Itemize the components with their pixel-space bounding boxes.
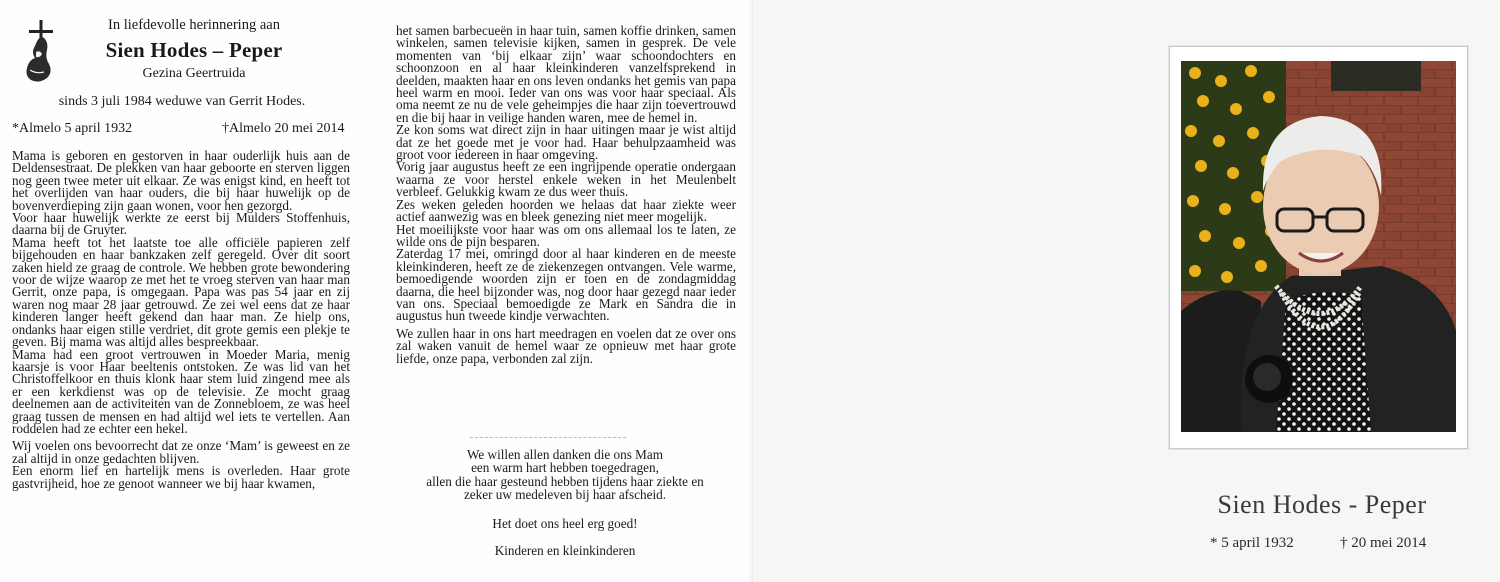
birth-date: *Almelo 5 april 1932 — [12, 121, 133, 136]
paragraph: Wij voelen ons bevoorrecht dat ze onze ‘Mam’ is geweest en ze zal altijd in onze gedachten blijven. — [12, 438, 350, 466]
paragraph: We zullen haar in ons hart meedragen en voelen dat ze over ons zal waken vanuit de hemel waar ze opnieuw met haar grote liefde, onze papa, verbonden zal zijn. — [396, 325, 736, 366]
thanks-line: We willen allen danken die ons Mam — [467, 447, 663, 462]
dashed-divider — [470, 437, 626, 438]
biography-right-column — [396, 25, 736, 365]
thanks-line: zeker uw medeleven bij haar afscheid. — [463, 487, 667, 503]
paragraph: Het moeilijkste voor haar was om ons allemaal los te laten, ze wilde ons de pijn besparen. — [396, 221, 736, 249]
given-names: Gezina Geertruida — [142, 66, 246, 81]
paragraph: Mama had een groot vertrouwen in Moeder Maria, menig kaarsje is voor Haar beeltenis ontstoken. Ze was lid van het Christoffelkoor en thuis klonk haar stem luid zingend mee als er een kerkdienst was op de televisie. Ze mocht graag deelnemen aan de activiteiten van de Zonnebloem, ze was heel graag tussen de mensen en had altijd wel iets te vertellen. Aan roddelen had ze echter een hekel. — [12, 346, 350, 436]
front-death-date: † 20 mei 2014 — [1340, 535, 1427, 551]
memory-line: In liefdevolle herinnering aan — [108, 17, 280, 33]
deceased-name: Sien Hodes – Peper — [105, 38, 283, 62]
portrait-photo — [1181, 61, 1456, 432]
widow-line: sinds 3 juli 1984 weduwe van Gerrit Hodes. — [58, 94, 306, 109]
paragraph: Vorig jaar augustus heeft ze een ingrijpende operatie ondergaan waarna ze voor herstel enkele weken in het Meulenbelt verbleef. Gelukkig kwam ze dus weer thuis. — [396, 159, 736, 200]
paragraph: Zaterdag 17 mei, omringd door al haar kinderen en de meeste kleinkinderen, heeft ze de ziekenzegen ontvangen. Vele warme, bemoedigende woorden zijn er toen en de zondagmiddag daarna, die heel bijzonder was, nog door haar gezegd naar ieder van ons. Speciaal bemoedigde ze Mark en Sandra die in augustus hun tweede kindje verwachten. — [396, 246, 736, 324]
thanks-line: allen die haar gesteund hebben tijdens haar ziekte en — [426, 473, 704, 489]
front-birth-date: * 5 april 1932 — [1210, 535, 1294, 551]
thanks-signature: Kinderen en kleinkinderen — [494, 543, 636, 558]
death-date: †Almelo 20 mei 2014 — [222, 121, 345, 136]
thanks-block — [390, 448, 740, 502]
cross-with-praying-figure-icon — [20, 18, 64, 88]
paragraph: het samen barbecueën in haar tuin, samen koffie drinken, samen winkelen, samen televisie kijken, samen in gesprek. De vele momenten van ‘bij elkaar zijn’ waar schoondochters en schoonzoon en al haar kleinkinderen vanzelfsprekend in deelden, maakten haar en ons leven ondanks het gemis van papa heel warm en mooi. Ieder van ons was voor haar speciaal. Als oma neemt ze nu de vele geheimpjes die haar zijn toevertrouwd en die bij haar in veilige handen waren, mee de hemel in. — [396, 23, 736, 125]
paragraph: Mama is geboren en gestorven in haar ouderlijk huis aan de Deldensestraat. De plekken van haar geboorte en sterven liggen nog geen twee meter uit elkaar. Ze was enigst kind, en heeft tot het overlijden van haar ouders, die bij haar huwelijk op de bovenverdieping zijn gaan wonen, voor hen gezorgd. — [12, 148, 350, 213]
paragraph: Een enorm lief en hartelijk mens is overleden. Haar grote gastvrijheid, hoe ze genoot wanneer we bij haar kwamen, — [12, 463, 350, 491]
biography-left-column — [12, 150, 350, 490]
portrait-frame — [1169, 46, 1468, 449]
paragraph: Voor haar huwelijk werkte ze eerst bij Mulders Stoffenhuis, daarna bij de Gruyter. — [12, 210, 350, 238]
front-name: Sien Hodes - Peper — [1217, 490, 1427, 519]
paragraph: Mama heeft tot het laatste toe alle officiële papieren zelf bijgehouden en haar bankzaken zelf geregeld. Over dit soort zaken hield ze graag de controle. We hebben grote bewondering voor de wijze waarop ze met het te vroeg sterven van haar man Gerrit, onze papa, is omgegaan. Papa was pas 54 jaar en zij waren nog maar 28 jaar getrouwd. Ze zei wel eens dat ze haar kinderen langer heeft gekend dan haar man. Ze hielp ons, ondanks haar eigen stille verdriet, dit grote gemis een plekje te geven. Bij mama was altijd alles bespreekbaar. — [12, 234, 350, 350]
paragraph: Ze kon soms wat direct zijn in haar uitingen maar je wist altijd dat ze het goede met je voor had. Haar behulpzaamheid was groot voor iedereen in haar omgeving. — [396, 122, 736, 163]
paragraph: Zes weken geleden hoorden we helaas dat haar ziekte weer actief aanwezig was en bleek genezing niet meer mogelijk. — [396, 196, 736, 225]
thanks-closing: Het doet ons heel erg goed! — [492, 516, 638, 531]
thanks-line: een warm hart hebben toegedragen, — [471, 460, 659, 476]
